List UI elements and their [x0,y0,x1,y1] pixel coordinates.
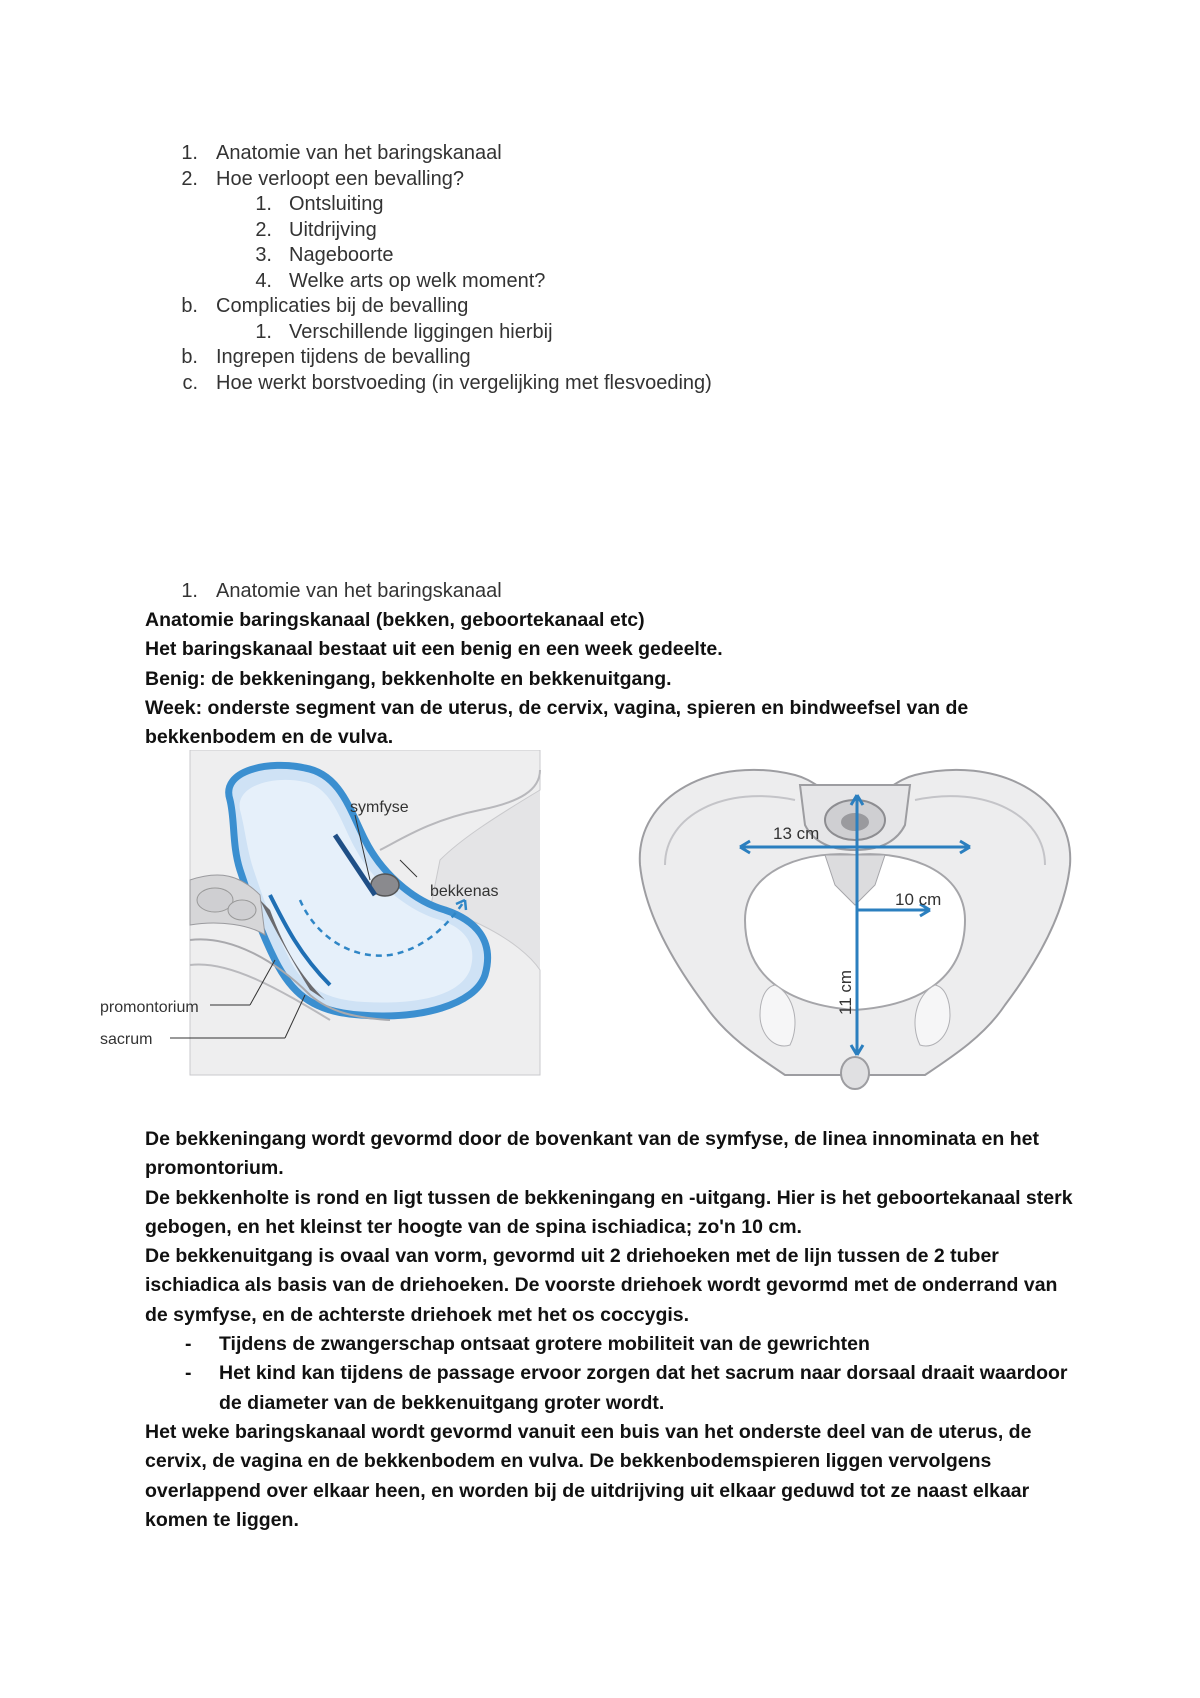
toc-item [0,371,1200,397]
toc-text: Welke arts op welk moment? [289,269,546,292]
paragraph: Het weke baringskanaal wordt gevormd vanuit een buis van het onderste deel van de uterus, de cervix, de vagina en de bekkenbodem en vulva. De bekkenbodemspieren liggen vervolgens overlappend over elkaar heen, en worden bij de uitdrijving uit elkaar geduwd tot ze naast elkaar komen te liggen. [145,1420,1032,1531]
intro-line: Week: onderste segment van de uterus, de cervix, vagina, spieren en bindweefsel van de bekkenbodem en de vulva. [145,696,969,749]
paragraph: De bekkenuitgang is ovaal van vorm, gevormd uit 2 driehoeken met de lijn tussen de 2 tuber ischiadica als basis van de driehoeken. De voorste driehoek wordt gevormd met de onderrand van de symfyse, en de achterste driehoek met het os coccygis. [145,1245,1058,1326]
section-number: 1. [181,580,198,602]
pelvis-diameters-figure [625,755,1085,1095]
symfyse-label: symfyse [350,799,409,816]
intro-heading: Anatomie baringskanaal (bekken, geboortekanaal etc) [145,609,645,631]
toc-text: Anatomie van het baringskanaal [216,142,502,164]
toc-subitem [0,320,1200,346]
toc-text: Uitdrijving [289,218,377,241]
bullet-dash: - [185,1333,192,1356]
intro-line: Het baringskanaal bestaat uit een benig en een week gedeelte. [145,638,723,661]
toc-item [0,345,1200,371]
toc-number: c. [182,371,198,394]
toc-text: Nageboorte [289,244,394,266]
bullet-item [145,1330,1075,1359]
sacrum-label: sacrum [100,1031,153,1048]
intro-text [145,606,1075,752]
toc-item [0,167,1200,193]
table-of-contents [0,141,1200,396]
toc-number: 2. [255,218,272,241]
toc-text: Hoe verloopt een bevalling? [216,167,464,190]
diameter-11cm-label: 11 cm [836,969,855,1015]
paragraph: De bekkenholte is rond en ligt tussen de bekkeningang en -uitgang. Hier is het geboortekanaal sterk gebogen, en het kleinst ter hoogte van de spina ischiadica; zo'n 10 cm. [145,1186,1073,1238]
toc-item [0,141,1200,167]
toc-text: Hoe werkt borstvoeding (in vergelijking met flesvoeding) [216,371,712,394]
toc-number: b. [181,295,198,317]
bullet-text: Het kind kan tijdens de passage ervoor zorgen dat het sacrum naar dorsaal draait waardoor de diameter van de bekkenuitgang groter wordt. [219,1362,1068,1414]
toc-number: 4. [255,269,272,292]
toc-number: 1. [181,142,198,164]
intro-line: Benig: de bekkeningang, bekkenholte en bekkenuitgang. [145,667,672,690]
bullet-text: Tijdens de zwangerschap ontsaat grotere mobiliteit van de gewrichten [219,1333,870,1356]
diameter-13cm-label: 13 cm [773,824,820,843]
toc-number: 1. [255,193,272,215]
toc-subitem [0,218,1200,244]
section-heading [0,579,1200,605]
toc-text: Verschillende liggingen hierbij [289,320,553,343]
promontorium-label: promontorium [100,999,199,1016]
birth-canal-sagittal-figure [100,750,550,1080]
bullet-item [145,1359,1075,1418]
toc-item [0,294,1200,320]
toc-number: 3. [255,244,272,266]
toc-number: b. [181,346,198,368]
bekkenas-label: bekkenas [430,883,499,900]
toc-text: Complicaties bij de bevalling [216,295,469,317]
body-text [145,1125,1075,1535]
toc-subitem [0,192,1200,218]
toc-text: Ingrepen tijdens de bevalling [216,346,471,368]
toc-number: 2. [181,167,198,190]
toc-number: 1. [255,320,272,343]
paragraph: De bekkeningang wordt gevormd door de bovenkant van de symfyse, de linea innominata en het promontorium. [145,1128,1039,1180]
bullet-dash: - [185,1362,192,1385]
toc-text: Ontsluiting [289,193,384,215]
toc-subitem [0,243,1200,269]
diameter-10cm-label: 10 cm [895,890,942,909]
toc-subitem [0,269,1200,295]
section-title: Anatomie van het baringskanaal [216,580,502,602]
